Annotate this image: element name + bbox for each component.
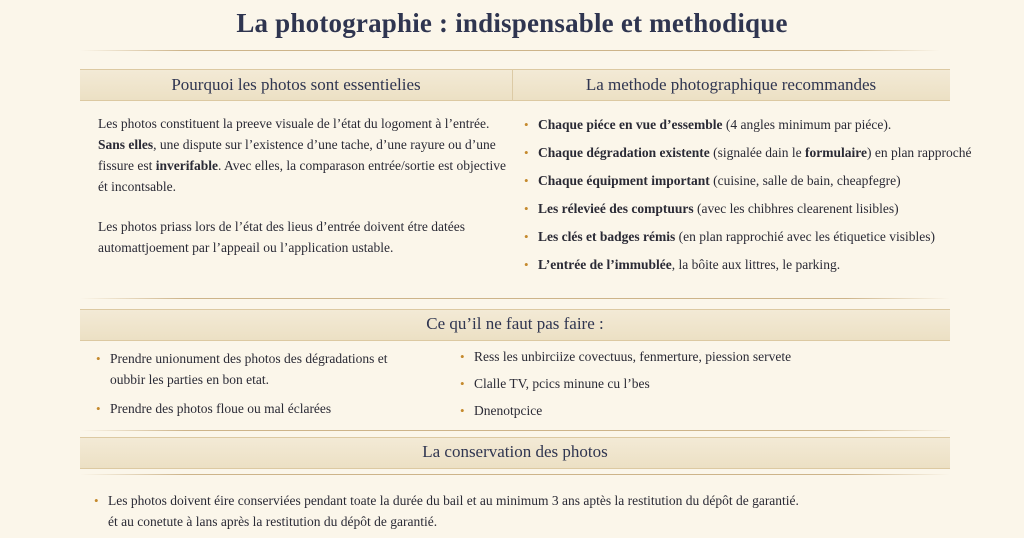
- list-item: [460, 346, 960, 367]
- dont-list-right: [460, 346, 960, 427]
- item-strong: Chaque piéce en vue d’essemble: [538, 117, 723, 132]
- section-divider: [80, 474, 950, 475]
- list-item: [96, 398, 426, 419]
- item-text: Dnenotpcice: [474, 403, 543, 418]
- item-text: Clalle TV, pcics minune cu l’bes: [474, 376, 650, 391]
- dont-list-left: [96, 348, 426, 427]
- list-item: [94, 490, 994, 511]
- item-text: Ress les unbirciize covectuus, fenmerture, piession servete: [474, 349, 792, 364]
- why-text-1: Les photos constituent la preeve visuale de l’état du logoment à l’entrée.: [98, 116, 490, 131]
- list-item: [524, 170, 1004, 191]
- item-rest: (avec les chibhres clearenent lisibles): [693, 201, 899, 216]
- list-item: [460, 373, 960, 394]
- heading-method: La methode photographique recommandes: [585, 75, 877, 94]
- method-list: [524, 114, 1004, 282]
- item-strong: Les clés et badges rémis: [538, 229, 676, 244]
- bullet-icon: •: [94, 493, 99, 508]
- item-strong: Chaque dégradation existente: [538, 145, 710, 160]
- list-item: [460, 400, 960, 421]
- bullet-icon: •: [524, 257, 529, 272]
- heading-why: Pourquoi les photos sont essentielies: [171, 75, 421, 94]
- bullet-icon: •: [460, 376, 465, 391]
- item-strong-2: formulaire: [804, 145, 867, 160]
- bullet-icon: •: [524, 229, 529, 244]
- item-rest: (4 angles minimum par piéce).: [722, 117, 892, 132]
- heading-keep: La conservation des photos: [422, 442, 608, 461]
- item-strong: Chaque équipment important: [538, 173, 710, 188]
- why-paragraph-1: [98, 113, 510, 197]
- keep-line-2: ét au conetute à lans après la restitution du dépôt de garantié.: [108, 514, 438, 529]
- heading-dont: Ce qu’il ne faut pas faire :: [426, 314, 604, 333]
- bullet-icon: •: [524, 117, 529, 132]
- item-rest-2: ) en plan rapproché: [866, 145, 972, 160]
- bullet-icon: •: [96, 401, 101, 416]
- list-item: [524, 226, 1004, 247]
- list-item: [524, 114, 1004, 135]
- bullet-icon: •: [524, 145, 529, 160]
- why-bold-1: Sans elles: [98, 137, 154, 152]
- list-item: [524, 142, 1004, 163]
- section-divider: [80, 298, 950, 299]
- why-paragraph-2: Les photos priass lors de l’état des lieus d’entrée doivent étre datées automattjoement par l’appeail ou l’application ustable.: [98, 219, 466, 255]
- item-rest: (signalée dain le: [709, 145, 805, 160]
- bullet-icon: •: [460, 403, 465, 418]
- section-divider: [80, 430, 950, 431]
- bullet-icon: •: [524, 173, 529, 188]
- item-rest: , la bôite aux littres, le parking.: [671, 257, 841, 272]
- bullet-icon: •: [460, 349, 465, 364]
- keep-line-1: Les photos doivent éire conserviées pendant toate la durée du bail et au minimum 3 ans aptès la restitution du dépôt de garantié.: [108, 493, 799, 508]
- list-item: [524, 254, 1004, 275]
- bullet-icon: •: [524, 201, 529, 216]
- page-title: La photographie : indispensable et methodique: [236, 8, 788, 38]
- title-divider: [80, 50, 940, 51]
- item-text: Prendre unionument des photos des dégradations et oubbir les parties en bon etat.: [110, 351, 388, 387]
- bullet-icon: •: [96, 351, 101, 366]
- item-strong: L’entrée de l’immublée: [538, 257, 672, 272]
- keep-list: [94, 490, 994, 511]
- item-rest: (cuisine, salle de bain, cheapfegre): [709, 173, 901, 188]
- item-rest: (en plan rapprochié avec les étiquetice visibles): [675, 229, 935, 244]
- list-item: [524, 198, 1004, 219]
- item-text: Prendre des photos floue ou mal éclarées: [110, 401, 332, 416]
- why-bold-2: inverifable: [155, 158, 218, 173]
- why-text-2: , une dispute sur l’existence d’une tache, d’une rayure ou d’une fissure est: [98, 137, 496, 173]
- item-strong: Les rélevieé des comptuurs: [538, 201, 694, 216]
- why-text-3: . Avec elles, la comparason entrée/sortie est objective ét incontsable.: [98, 158, 507, 194]
- list-item: [96, 348, 426, 390]
